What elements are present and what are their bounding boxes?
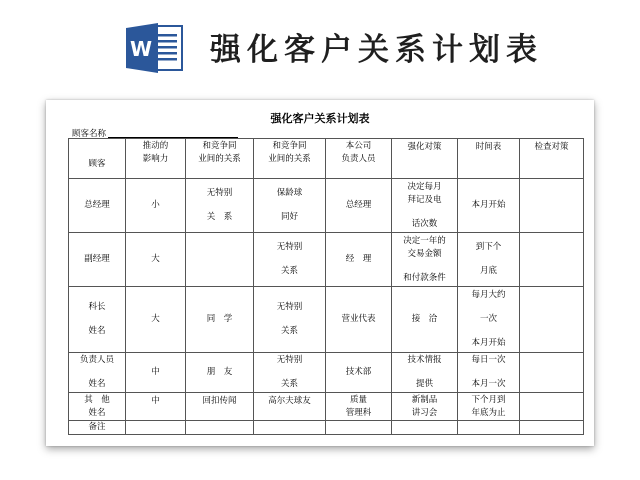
- cell-review: [520, 353, 584, 393]
- remark-cell: [520, 421, 584, 435]
- cell-relation-b: 高尔夫球友: [254, 393, 326, 421]
- cell-strategy: 技术情报 提供: [392, 353, 458, 393]
- cell-review: [520, 179, 584, 233]
- cell-owner: 技术部: [326, 353, 392, 393]
- cell-schedule: 下个月到 年底为止: [458, 393, 520, 421]
- cell-relation-a: 回扣传闻: [186, 393, 254, 421]
- cell-schedule: 每月大约 一次 本月开始: [458, 287, 520, 353]
- cell-review: [520, 287, 584, 353]
- cell-relation-a: 无特别 关 系: [186, 179, 254, 233]
- remark-row: [69, 421, 584, 435]
- header-customer: 顾客: [69, 139, 126, 179]
- remark-cell: [458, 421, 520, 435]
- cell-customer: 负责人员 姓名: [69, 353, 126, 393]
- table-row: [69, 179, 584, 233]
- cell-customer: 副经理: [69, 233, 126, 287]
- cell-influence: 大: [126, 287, 186, 353]
- cell-strategy: 接 洽: [392, 287, 458, 353]
- cell-customer: 其 他 姓名: [69, 393, 126, 421]
- banner: [0, 0, 640, 90]
- client-name-label: 顾客名称: [72, 129, 107, 139]
- cell-owner: 经 理: [326, 233, 392, 287]
- cell-owner: 营业代表: [326, 287, 392, 353]
- cell-customer: 科长 姓名: [69, 287, 126, 353]
- header-relation-b: 和竞争同 业间的关系: [254, 139, 326, 179]
- table-header-row: [69, 139, 584, 179]
- document-title: 强化客户关系计划表: [270, 112, 370, 125]
- remark-cell: [126, 421, 186, 435]
- cell-influence: 中: [126, 393, 186, 421]
- cell-owner: 总经理: [326, 179, 392, 233]
- header-review: 检查对策: [520, 139, 584, 179]
- remark-cell: [186, 421, 254, 435]
- cell-influence: 大: [126, 233, 186, 287]
- word-icon-letter: W: [129, 37, 153, 61]
- remark-cell: [392, 421, 458, 435]
- cell-influence: 小: [126, 179, 186, 233]
- banner-title: 强化客户关系计划表: [210, 32, 543, 68]
- cell-relation-b: 无特别 关系: [254, 287, 326, 353]
- cell-relation-a: 同 学: [186, 287, 254, 353]
- header-schedule: 时间表: [458, 139, 520, 179]
- cell-strategy: 决定每月 拜记及电 话次数: [392, 179, 458, 233]
- cell-relation-a: 朋 友: [186, 353, 254, 393]
- cell-schedule: 每日一次 本月一次: [458, 353, 520, 393]
- cell-relation-b: 保龄球 同好: [254, 179, 326, 233]
- cell-relation-b: 无特别 关系: [254, 233, 326, 287]
- crm-plan-table: [68, 138, 584, 435]
- table-row: [69, 393, 584, 421]
- cell-review: [520, 233, 584, 287]
- cell-relation-b: 无特别 关系: [254, 353, 326, 393]
- cell-schedule: 到下个 月底: [458, 233, 520, 287]
- document-sheet: [46, 100, 594, 446]
- cell-owner: 质量 管理科: [326, 393, 392, 421]
- table-row: [69, 233, 584, 287]
- header-company-owner: 本公司 负责人员: [326, 139, 392, 179]
- remark-cell: [254, 421, 326, 435]
- cell-strategy: 新制品 讲习会: [392, 393, 458, 421]
- remark-cell: [326, 421, 392, 435]
- table-row: [69, 353, 584, 393]
- cell-review: [520, 393, 584, 421]
- header-strategy: 强化对策: [392, 139, 458, 179]
- header-influence: 推动的 影响力: [126, 139, 186, 179]
- cell-influence: 中: [126, 353, 186, 393]
- word-document-icon: [124, 22, 184, 74]
- cell-relation-a: [186, 233, 254, 287]
- table-row: [69, 287, 584, 353]
- header-relation-a: 和竞争同 业间的关系: [186, 139, 254, 179]
- remark-label: 备注: [69, 421, 126, 435]
- cell-strategy: 决定一年的 交易金额 和付款条件: [392, 233, 458, 287]
- cell-schedule: 本月开始: [458, 179, 520, 233]
- cell-customer: 总经理: [69, 179, 126, 233]
